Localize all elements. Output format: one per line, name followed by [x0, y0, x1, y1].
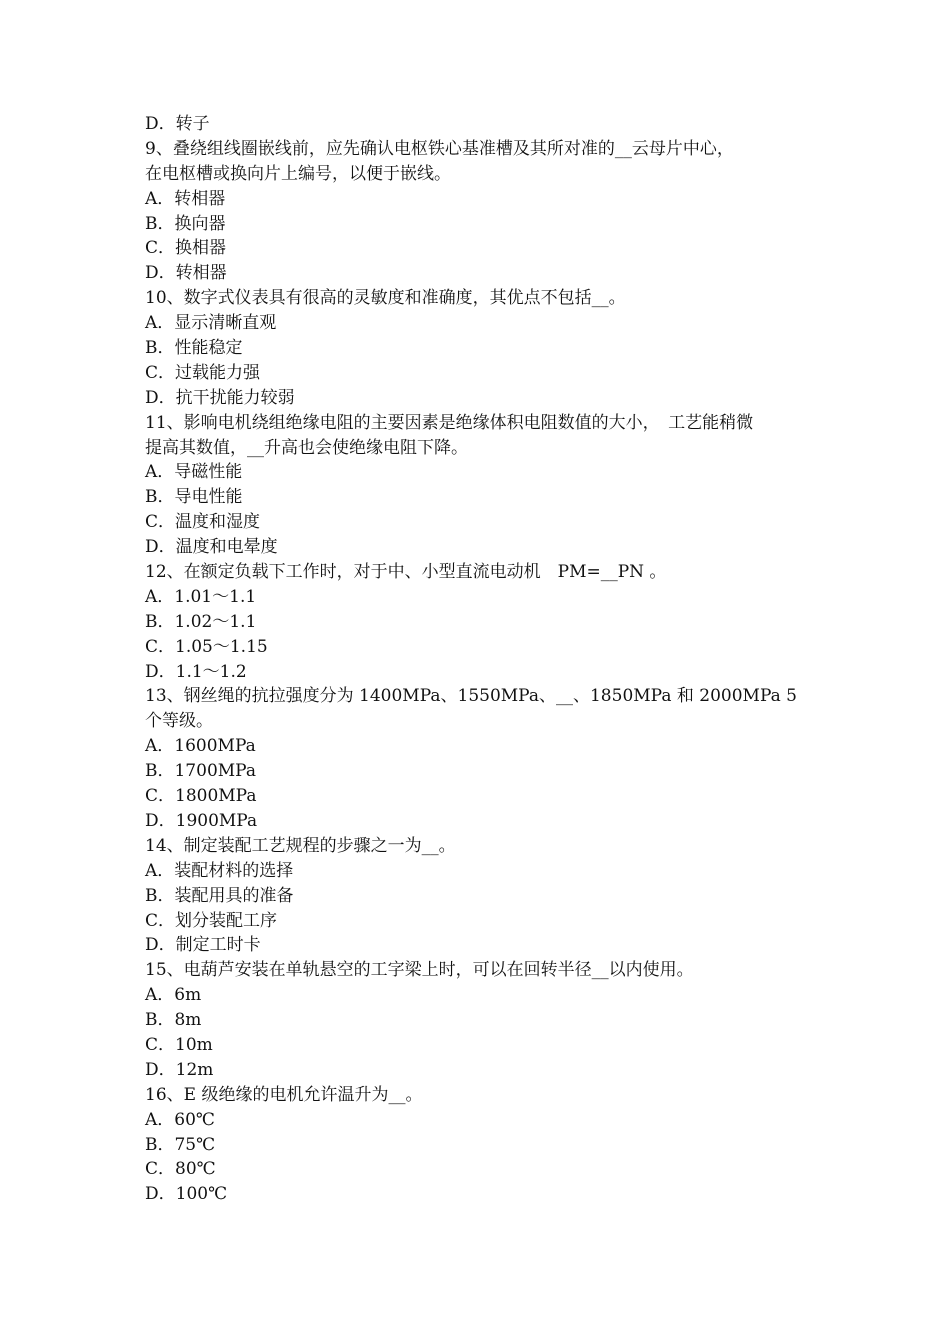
option-a: A．60℃	[145, 1109, 215, 1130]
question-10-stem: 10、数字式仪表具有很高的灵敏度和准确度，其优点不包括__。	[145, 288, 626, 309]
option-a: A．导磁性能	[145, 462, 243, 483]
option-d: D．制定工时卡	[145, 935, 261, 956]
option-a: A．1.01～1.1	[145, 586, 257, 607]
option-c: C．过载能力强	[145, 362, 261, 383]
option-a: A．6m	[145, 985, 202, 1006]
question-12-stem: 12、在额定负载下工作时，对于中、小型直流电动机 PM=__PN 。	[145, 562, 667, 583]
option-c: C．1.05～1.15	[145, 636, 268, 657]
option-c: C．换相器	[145, 238, 227, 259]
option-b: B．8m	[145, 1010, 202, 1031]
option-b: B．1700MPa	[145, 761, 256, 782]
option-c: C．80℃	[145, 1159, 216, 1180]
question-13-stem: 13、钢丝绳的抗拉强度分为 1400MPa、1550MPa、__、1850MPa 和 2000MPa 5	[145, 686, 797, 707]
question-15-stem: 15、电葫芦安装在单轨悬空的工字梁上时，可以在回转半径__以内使用。	[145, 960, 694, 981]
option-b: B．导电性能	[145, 487, 243, 508]
option-d: D．抗干扰能力较弱	[145, 387, 295, 408]
document-page	[145, 112, 815, 1207]
option-d: D．转相器	[145, 263, 227, 284]
option-a: A．转相器	[145, 188, 226, 209]
option-a: A．显示清晰直观	[145, 313, 277, 334]
option-b: B．性能稳定	[145, 338, 243, 359]
question-16-stem: 16、E 级绝缘的电机允许温升为__。	[145, 1084, 423, 1105]
text-line: D．转子	[145, 114, 210, 134]
option-c: C．1800MPa	[145, 786, 257, 807]
option-b: B．1.02～1.1	[145, 611, 257, 632]
option-a: A．1600MPa	[145, 736, 256, 757]
option-b: B．装配用具的准备	[145, 885, 294, 906]
question-11-stem-cont: 提高其数值，__升高也会使绝缘电阻下降。	[145, 437, 468, 458]
option-d: D．12m	[145, 1059, 214, 1080]
option-d: D．100℃	[145, 1184, 228, 1205]
question-9-stem: 9、叠绕组线圈嵌线前，应先确认电枢铁心基准槽及其所对准的__云母片中心，	[145, 138, 734, 159]
option-b: B．换向器	[145, 213, 226, 234]
option-d: D．1900MPa	[145, 810, 258, 831]
question-14-stem: 14、制定装配工艺规程的步骤之一为__。	[145, 835, 456, 856]
option-d: D．1.1～1.2	[145, 661, 247, 682]
question-9-stem-cont: 在电枢槽或换向片上编号，以便于嵌线。	[145, 163, 451, 184]
option-c: C．温度和湿度	[145, 512, 261, 533]
question-13-stem-cont: 个等级。	[145, 711, 213, 732]
question-11-stem: 11、影响电机绕组绝缘电阻的主要因素是绝缘体积电阻数值的大小， 工艺能稍微	[145, 412, 754, 433]
option-c: C．划分装配工序	[145, 910, 278, 931]
option-b: B．75℃	[145, 1134, 216, 1155]
option-d: D．温度和电晕度	[145, 537, 278, 558]
option-a: A．装配材料的选择	[145, 860, 294, 881]
option-c: C．10m	[145, 1034, 213, 1055]
